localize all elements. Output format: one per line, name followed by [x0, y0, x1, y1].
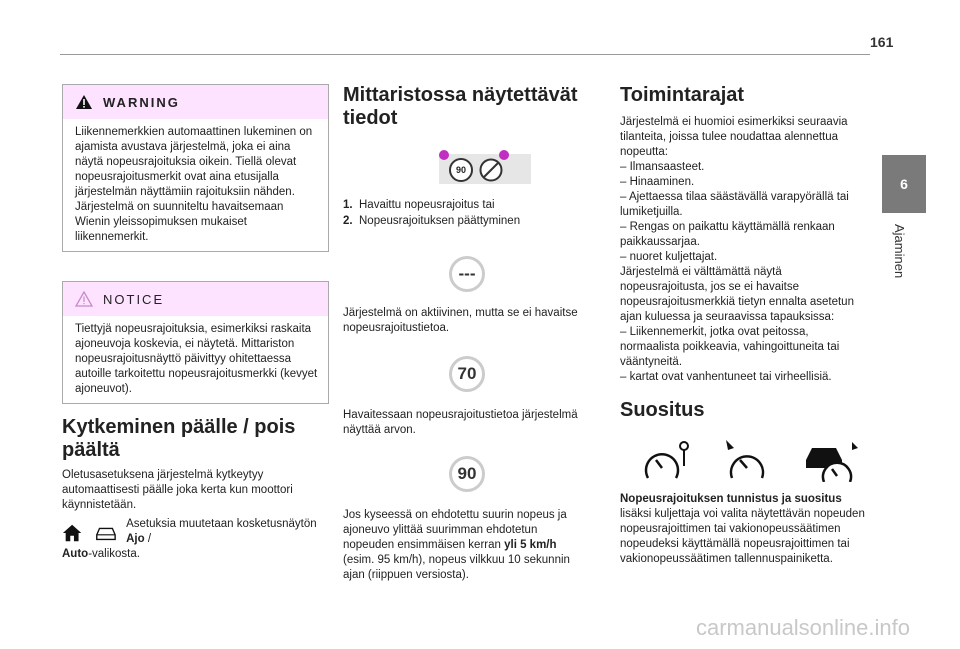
display-list-item-1: 1. Havaittu nopeusrajoitus tai [343, 199, 495, 211]
notice-box [62, 281, 329, 404]
end-of-limit-icon [479, 158, 503, 182]
notice-triangle-icon [75, 291, 93, 307]
notice-header [63, 282, 328, 316]
chapter-tab[interactable]: 6 [882, 155, 926, 213]
switch-heading: Kytkeminen päälle / pois päältä [62, 416, 296, 461]
switch-settings-row [62, 517, 327, 547]
car-speedometer-icon [802, 438, 860, 482]
recommend-icons [642, 438, 865, 482]
warning-header [63, 85, 328, 119]
display-section [343, 84, 588, 583]
notice-text: Tiettyjä nopeusrajoituksia, esimerkiksi raskaita ajoneuvoja koskevia, ei näytetä. Mittariston nopeusrajoitusnäyttö päivittyy ohitettaessa autoille tarkoitettu nopeusrajoitusmerkki (kevyet ajoneuvot). [75, 323, 318, 395]
switch-section [62, 416, 327, 562]
display-detect-text: Havaitessaan nopeusrajoitustietoa järjestelmä näyttää arvon. [343, 409, 578, 436]
car-icon [94, 523, 118, 543]
chapter-label: Ajaminen [892, 224, 907, 279]
header-rule [60, 54, 870, 55]
speed-90-sign-icon: 90 [449, 456, 485, 492]
display-sign-illustration [439, 150, 531, 184]
warning-triangle-icon [75, 94, 93, 110]
limits-section [620, 84, 865, 567]
auto-label: Auto [62, 548, 89, 560]
speed-70-sign-icon: 70 [449, 356, 485, 392]
recommend-text: Nopeusrajoituksen tunnistus ja suositus lisäksi kuljettaja voi valita näytettävän nopeuden nopeusrajoittimen tai vakionopeussäätimen nopeudeksi käyttämällä nopeusrajoittimen tai vakionopeussäätimen tallennuspainiketta. [620, 493, 865, 565]
ajo-label: Ajo [126, 533, 145, 545]
display-list [343, 198, 588, 228]
home-icon [62, 523, 82, 543]
limits-heading: Toimintarajat [620, 84, 745, 106]
speedometer-limit-icon [642, 438, 692, 482]
recommend-heading: Suositus [620, 399, 705, 421]
warning-text: Liikennemerkkien automaattinen lukeminen on ajamista avustava järjestelmä, joka ei aina näytä nopeusrajoituksia oikein. Tiellä olevat nopeusrajoitusmerkit ovat aina etusijalla järjestelmän näyttämiin rajoituksiin nähden. Järjestelmä on suunniteltu havaitsemaan Wienin yleissopimuksen mukaiset liikennemerkit. [75, 126, 313, 243]
watermark: carmanualsonline.info [695, 615, 910, 640]
no-limit-sign-icon: --- [449, 256, 485, 292]
display-list-item-2: 2. Nopeusrajoituksen päättyminen [343, 215, 521, 227]
switch-text: Oletusasetuksena järjestelmä kytkeytyy automaattisesti päälle joka kerta kun moottori käynnistetään. [62, 469, 293, 511]
warning-title: WARNING [103, 94, 180, 110]
display-heading: Mittaristossa näytettävät tiedot [343, 84, 578, 129]
display-active-text: Järjestelmä on aktiivinen, mutta se ei havaitse nopeusrajoitustietoa. [343, 307, 578, 334]
limits-text: Järjestelmä ei huomioi esimerkiksi seuraavia tilanteita, joissa tulee noudattaa alennettua nopeutta: – Ilmansaasteet. – Hinaaminen. – Ajettaessa tilaa säästävällä varapyörällä tai lumiketjuilla. – Rengas on paikattu käyttämällä renkaan paikkaussarjaa. – nuoret kuljettajat. Järjestelmä ei välttämättä näytä nopeusrajoitusta, jos se ei havaitse nopeusrajoitusmerkkiä tietyn ennalta asetetun ajan kuluessa ja seuraavissa tapauksissa: – Liikennemerkit, jotka ovat peitossa, normaalista poikkeavia, vahingoittuneita tai vääntyneitä. – kartat ovat vanhentuneet tai virheellisiä. [620, 116, 854, 383]
switch-settings-text-cont: Auto-valikosta. [62, 548, 140, 560]
speed-sign-icon: 90 [449, 158, 473, 182]
switch-settings-text: Asetuksia muutetaan kosketusnäytön Ajo / [126, 518, 317, 545]
notice-title: NOTICE [103, 291, 165, 307]
warning-box [62, 84, 329, 252]
speedometer-cruise-icon [722, 438, 772, 482]
page-number: 161 [870, 34, 894, 50]
display-exceed-text: Jos kyseessä on ehdotettu suurin nopeus ja ajoneuvo ylittää suurimman ehdotetun nopeuden ensimmäisen kerran yli 5 km/h (esim. 95 km/h), nopeus vilkkuu 10 sekunnin ajan (riippuen versiosta). [343, 509, 570, 581]
